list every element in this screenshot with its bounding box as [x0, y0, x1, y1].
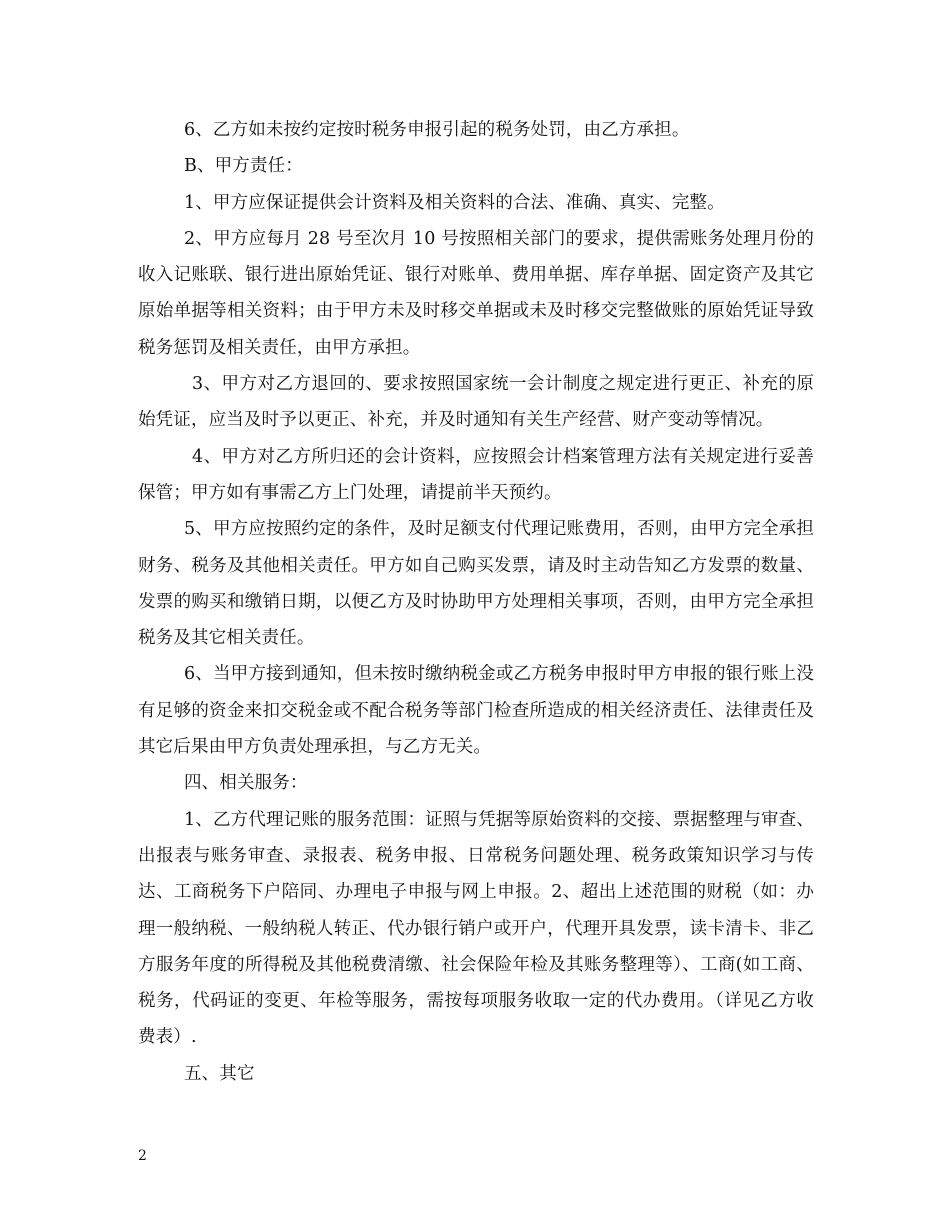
document-body: [138, 112, 814, 1092]
paragraph-party-a-data-guarantee: 1、甲方应保证提供会计资料及相关资料的合法、准确、真实、完整。: [184, 192, 725, 213]
paragraph-party-a-payment: 5、甲方应按照约定的条件，及时足额支付代理记账费用，否则，由甲方完全承担财务、税务及其他相关责任。甲方如自己购买发票，请及时主动告知乙方发票的数量、发票的购买和缴销日期，以便乙方及时协助甲方处理相关事项，否则，由甲方完全承担税务及其它相关责任。: [138, 519, 814, 649]
paragraph-party-b-tax-penalty: 6、乙方如未按约定按时税务申报引起的税务处罚，由乙方承担。: [184, 120, 690, 140]
paragraph-party-a-monthly-documents: 2、甲方应每月 28 号至次月 10 号按照相关部门的要求，提供需账务处理月份的收入记账联、银行进出原始凭证、银行对账单、费用单据、库存单据、固定资产及其它原始单据等相关资料；由于甲方未及时移交单据或未及时移交完整做账的原始凭证导致税务惩罚及相关责任，由甲方承担。: [138, 228, 814, 358]
heading-other: 五、其它: [184, 1063, 255, 1084]
paragraph-party-a-corrections: 3、甲方对乙方退回的、要求按照国家统一会计制度之规定进行更正、补充的原始凭证，应当及时予以更正、补充，并及时通知有关生产经营、财产变动等情况。: [138, 374, 814, 431]
paragraph-service-scope: 1、乙方代理记账的服务范围：证照与凭据等原始资料的交接、票据整理与审查、出报表与账务审查、录报表、税务申报、日常税务问题处理、税务政策知识学习与传达、工商税务下户陪同、办理电子申报与网上申报。2、超出上述范围的财税（如：办理一般纳税、一般纳税人转正、代办银行销户或开户，代理开具发票，读卡清卡、非乙方服务年度的所得税及其他税费清缴、社会保险年检及其账务整理等）、工商(如工商、税务，代码证的变更、年检等服务，需按每项服务收取一定的代办费用。（详见乙方收费表）.: [138, 809, 814, 1048]
page-number: 2: [138, 1148, 147, 1164]
paragraph-party-a-archive-storage: 4、甲方对乙方所归还的会计资料，应按照会计档案管理方法有关规定进行妥善保管；甲方如有事需乙方上门处理，请提前半天预约。: [138, 446, 814, 503]
heading-related-services: 四、相关服务：: [184, 773, 308, 794]
heading-party-a-responsibilities: B、甲方责任：: [184, 156, 303, 177]
paragraph-party-a-tax-liability: 6、当甲方接到通知，但未按时缴纳税金或乙方税务申报时甲方申报的银行账上没有足够的资金来扣交税金或不配合税务等部门检查所造成的相关经济责任、法律责任及其它后果由甲方负责处理承担，与乙方无关。: [138, 664, 814, 758]
